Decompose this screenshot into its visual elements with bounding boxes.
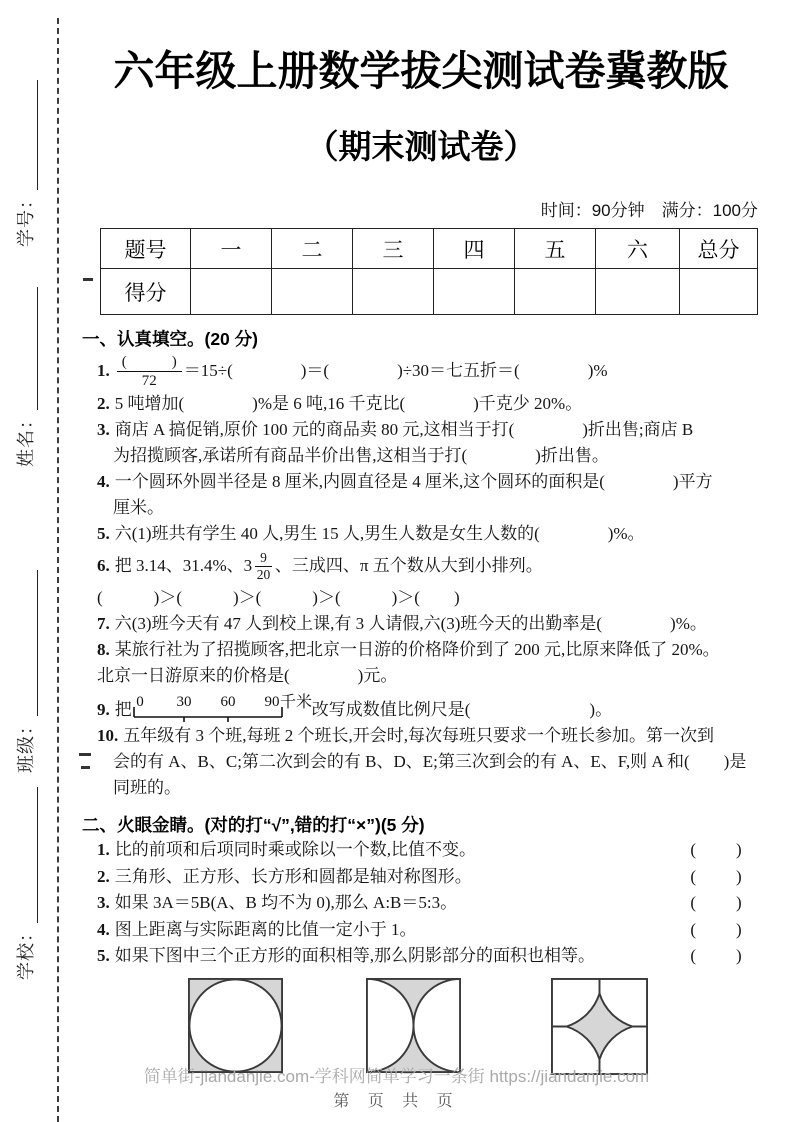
tf-question-3 bbox=[82, 890, 760, 917]
tf-question-3-text: 如果 3A＝5B(A、B 均不为 0),那么 A:B＝5:3。 bbox=[114, 893, 458, 912]
question-9-number: 9. bbox=[97, 700, 110, 719]
score-table bbox=[100, 228, 758, 315]
student-school-blank-line bbox=[14, 787, 38, 923]
score-row-label: 得分 bbox=[101, 269, 191, 315]
answer-bracket: ( ) bbox=[690, 919, 744, 939]
question-10-text-line1: 五年级有 3 个班,每班 2 个班长,开会时,每次每班只要求一个班长参加。第一次到 bbox=[123, 726, 714, 745]
question-2-number: 2. bbox=[97, 394, 110, 413]
score-table-col-3: 三 bbox=[353, 229, 434, 269]
student-id-blank-line bbox=[14, 80, 38, 190]
two-semicircles-figure bbox=[366, 978, 461, 1073]
score-table-col-2: 二 bbox=[272, 229, 353, 269]
student-school-field bbox=[14, 787, 38, 980]
question-6-text-post: 、三成四、π 五个数从大到小排列。 bbox=[274, 556, 543, 575]
student-class-field bbox=[14, 570, 38, 773]
question-8-number: 8. bbox=[97, 640, 110, 659]
answer-bracket: ( ) bbox=[690, 893, 744, 912]
fraction-numerator: ( ) bbox=[117, 353, 182, 372]
question-2 bbox=[82, 391, 760, 417]
student-school-label: 学校： bbox=[16, 923, 36, 980]
question-3-line2: 为招揽顾客,承诺所有商品半价出售,这相当于打( )折出售。 bbox=[113, 446, 609, 465]
score-cell bbox=[434, 269, 515, 315]
question-6-fraction bbox=[255, 550, 272, 582]
question-4-line2: 厘米。 bbox=[113, 498, 164, 517]
question-8 bbox=[82, 637, 760, 663]
answer-bracket: ( ) bbox=[690, 840, 744, 859]
student-id-field bbox=[14, 80, 38, 247]
score-cell bbox=[191, 269, 272, 315]
question-1-number: 1. bbox=[97, 361, 110, 380]
tf-question-4-text: 图上距离与实际距离的比值一定小于 1。 bbox=[114, 919, 417, 939]
score-table-col-4: 四 bbox=[434, 229, 515, 269]
student-class-label: 班级： bbox=[16, 716, 36, 773]
score-table-col-6: 六 bbox=[596, 229, 680, 269]
student-id-label: 学号： bbox=[16, 190, 36, 247]
tf-question-1-number: 1. bbox=[97, 840, 110, 859]
question-3-text-line1: 商店 A 搞促销,原价 100 元的商品卖 80 元,这相当于打( )折出售;商店 B bbox=[114, 420, 694, 439]
tf-question-4 bbox=[82, 917, 760, 944]
ruler-tick-label-30: 30 bbox=[176, 694, 192, 710]
question-10-number: 10. bbox=[97, 726, 119, 745]
section2-heading: 二、火眼金睛。(对的打“√”,错的打“×”)(5 分) bbox=[82, 815, 425, 835]
question-7-number: 7. bbox=[97, 614, 110, 633]
scale-ruler bbox=[132, 693, 312, 723]
tf-question-2 bbox=[82, 864, 760, 891]
corner-arcs-star-figure bbox=[551, 978, 648, 1075]
question-5-text: 六(1)班共有学生 40 人,男生 15 人,男生人数是女生人数的( )%。 bbox=[114, 524, 645, 543]
question-7-text: 六(3)班今天有 47 人到校上课,有 3 人请假,六(3)班今天的出勤率是( )%。 bbox=[114, 614, 707, 633]
student-name-label: 姓名： bbox=[16, 410, 36, 467]
ruler-unit-label: 千米 bbox=[279, 694, 312, 711]
tf-question-2-text: 三角形、正方形、长方形和圆都是轴对称图形。 bbox=[114, 866, 472, 886]
section2-questions bbox=[82, 837, 760, 970]
score-cell bbox=[515, 269, 596, 315]
question-3-number: 3. bbox=[97, 420, 110, 439]
score-cell bbox=[272, 269, 353, 315]
score-table-col-5: 五 bbox=[515, 229, 596, 269]
question-2-text: 5 吨增加( )%是 6 吨,16 千克比( )千克少 20%。 bbox=[114, 394, 583, 413]
footer-page-number: 第 页 共 页 bbox=[333, 1093, 460, 1110]
question-6-number: 6. bbox=[97, 556, 110, 575]
section1-questions bbox=[82, 351, 760, 801]
fraction-denominator: 72 bbox=[141, 372, 157, 389]
score-table-col-1: 一 bbox=[191, 229, 272, 269]
page-title: 六年级上册数学拔尖测试卷冀教版 bbox=[113, 48, 729, 94]
question-6-answer-row: ( )＞( )＞( )＞( )＞( ) bbox=[97, 588, 460, 607]
score-cell bbox=[680, 269, 758, 315]
question-9-text-pre: 把 bbox=[114, 700, 132, 719]
question-9 bbox=[82, 689, 760, 723]
question-1-fraction bbox=[117, 353, 182, 390]
question-4-text-line1: 一个圆环外圆半径是 8 厘米,内圆直径是 4 厘米,这个圆环的面积是( )平方 bbox=[114, 472, 713, 491]
question-1 bbox=[82, 351, 760, 391]
ruler-tick-label-0: 0 bbox=[136, 694, 144, 710]
footer-watermark: 简单街-jiandanjie.com-学科网简单学习一条街 https://jiandanjie.com bbox=[143, 1067, 650, 1086]
answer-bracket: ( ) bbox=[690, 866, 744, 886]
page-subtitle: （期末测试卷） bbox=[305, 128, 537, 165]
ruler-line bbox=[134, 707, 282, 722]
question-4-number: 4. bbox=[97, 472, 110, 491]
fraction-denominator: 20 bbox=[256, 566, 271, 582]
ruler-tick-label-90: 90 bbox=[264, 694, 280, 710]
answer-bracket: ( ) bbox=[690, 946, 744, 965]
tf-question-1 bbox=[82, 837, 760, 864]
score-cell bbox=[353, 269, 434, 315]
score-table-score-row bbox=[101, 269, 758, 315]
exam-meta: 时间：90分钟 满分：100分 bbox=[540, 201, 758, 220]
question-10 bbox=[82, 723, 760, 749]
question-5-number: 5. bbox=[97, 524, 110, 543]
tf-question-5-text: 如果下图中三个正方形的面积相等,那么阴影部分的面积也相等。 bbox=[114, 946, 595, 965]
student-name-field bbox=[14, 287, 38, 467]
inscribed-circle-figure bbox=[188, 978, 283, 1073]
question-7 bbox=[82, 611, 760, 637]
score-table-header-row bbox=[101, 229, 758, 269]
cut-line bbox=[57, 18, 59, 1122]
section1-heading: 一、认真填空。(20 分) bbox=[82, 329, 258, 349]
question-9-text-post: 改写成数值比例尺是( )。 bbox=[311, 700, 613, 719]
tf-question-4-number: 4. bbox=[97, 919, 110, 939]
test-paper bbox=[82, 0, 760, 1075]
student-class-blank-line bbox=[14, 570, 38, 716]
question-10-line3: 同班的。 bbox=[113, 778, 181, 797]
tf-question-5 bbox=[82, 943, 760, 970]
question-10-line2: 会的有 A、B、C;第二次到会的有 B、D、E;第三次到会的有 A、E、F,则 A 和( )是 bbox=[113, 752, 747, 771]
question-4 bbox=[82, 469, 760, 495]
tf-question-3-number: 3. bbox=[97, 893, 110, 912]
tf-question-2-number: 2. bbox=[97, 866, 110, 886]
question-3 bbox=[82, 417, 760, 443]
tf-question-5-figures bbox=[188, 978, 760, 1075]
tf-question-1-text: 比的前项和后项同时乘或除以一个数,比值不变。 bbox=[114, 840, 476, 859]
question-5 bbox=[82, 521, 760, 547]
tf-question-5-number: 5. bbox=[97, 946, 110, 965]
score-cell bbox=[596, 269, 680, 315]
question-8-line2: 北京一日游原来的价格是( )元。 bbox=[97, 666, 398, 685]
score-table-corner: 题号 bbox=[101, 229, 191, 269]
question-1-text: ＝15÷( )＝( )÷30＝七五折＝( )% bbox=[183, 361, 608, 380]
question-6 bbox=[82, 547, 760, 585]
score-table-col-total: 总分 bbox=[680, 229, 758, 269]
student-name-blank-line bbox=[14, 287, 38, 410]
question-8-text-line1: 某旅行社为了招揽顾客,把北京一日游的价格降价到了 200 元,比原来降低了 20%。 bbox=[114, 640, 720, 659]
question-6-text-pre: 把 3.14、31.4%、3 bbox=[114, 556, 253, 575]
ruler-tick-label-60: 60 bbox=[220, 694, 236, 710]
fraction-numerator: 9 bbox=[255, 550, 272, 567]
